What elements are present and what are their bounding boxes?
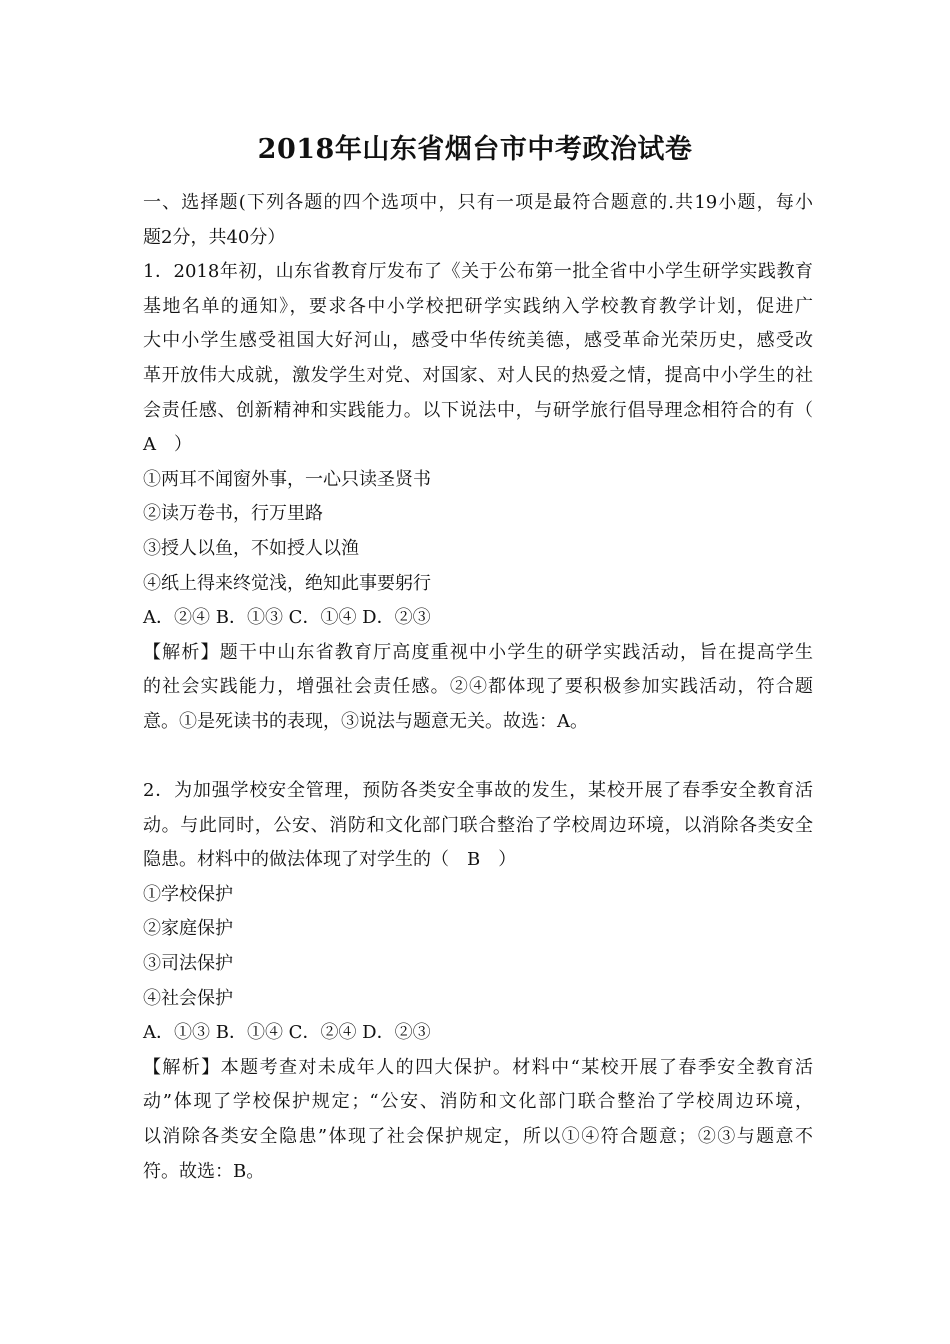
option-item: ③授人以鱼，不如授人以渔 [143, 537, 359, 559]
option-item: ④纸上得来终觉浅，绝知此事要躬行 [143, 572, 431, 594]
question-stem-line: 大中小学生感受祖国大好河山，感受中华传统美德，感受革命光荣历史，感受改 [143, 330, 813, 352]
analysis-line: 符。故选：B。 [143, 1160, 265, 1182]
question-stem-line: 动。与此同时，公安、消防和文化部门联合整治了学校周边环境，以消除各类安全 [143, 814, 813, 836]
exam-title: 2018年山东省烟台市中考政治试卷 [257, 134, 693, 165]
option-item: ①两耳不闻窗外事，一心只读圣贤书 [143, 468, 431, 490]
question-stem-line: 1．2018年初，山东省教育厅发布了《关于公布第一批全省中小学生研学实践教育 [143, 261, 813, 283]
paragraph-spacer [143, 740, 813, 775]
option-item: ④社会保护 [143, 987, 233, 1009]
analysis-line: 动”体现了学校保护规定；“公安、消防和文化部门联合整治了学校周边环境， [143, 1091, 813, 1113]
analysis-line: 【解析】本题考查对未成年人的四大保护。材料中“某校开展了春季安全教育活 [143, 1056, 813, 1078]
option-item: ②家庭保护 [143, 918, 233, 940]
option-item: ③司法保护 [143, 953, 233, 975]
question-stem-line: 革开放伟大成就，激发学生对党、对国家、对人民的热爱之情，提高中小学生的社 [143, 364, 813, 386]
question-1 [143, 255, 813, 739]
analysis-line: 意。①是死读书的表现，③说法与题意无关。故选：A。 [143, 710, 588, 732]
question-answer-line: A ） [143, 434, 192, 456]
question-stem-line: 会责任感、创新精神和实践能力。以下说法中，与研学旅行倡导理念相符合的有（ [143, 399, 813, 421]
section-heading-line: 题2分，共40分） [143, 226, 286, 248]
answer-choices: A．①③ B．①④ C．②④ D．②③ [143, 1022, 431, 1044]
exam-content [143, 186, 813, 1189]
section-heading-line: 一、选择题(下列各题的四个选项中，只有一项是最符合题意的.共19小题，每小 [143, 192, 813, 213]
answer-choices: A．②④ B．①③ C．①④ D．②③ [143, 607, 431, 629]
option-item: ①学校保护 [143, 883, 233, 905]
analysis-line: 的社会实践能力，增强社会责任感。②④都体现了要积极参加实践活动，符合题 [143, 676, 813, 698]
section-heading [143, 186, 813, 255]
analysis-line: 【解析】题干中山东省教育厅高度重视中小学生的研学实践活动，旨在提高学生 [143, 641, 813, 663]
option-item: ②读万卷书，行万里路 [143, 503, 323, 525]
question-stem-line: 2．为加强学校安全管理，预防各类安全事故的发生，某校开展了春季安全教育活 [143, 780, 813, 802]
analysis-line: 以消除各类安全隐患”体现了社会保护规定，所以①④符合题意；②③与题意不 [143, 1126, 813, 1148]
question-2 [143, 774, 813, 1189]
question-stem-line: 隐患。材料中的做法体现了对学生的（ B ） [143, 849, 517, 871]
question-stem-line: 基地名单的通知》，要求各中小学校把研学实践纳入学校教育教学计划，促进广 [143, 295, 813, 317]
